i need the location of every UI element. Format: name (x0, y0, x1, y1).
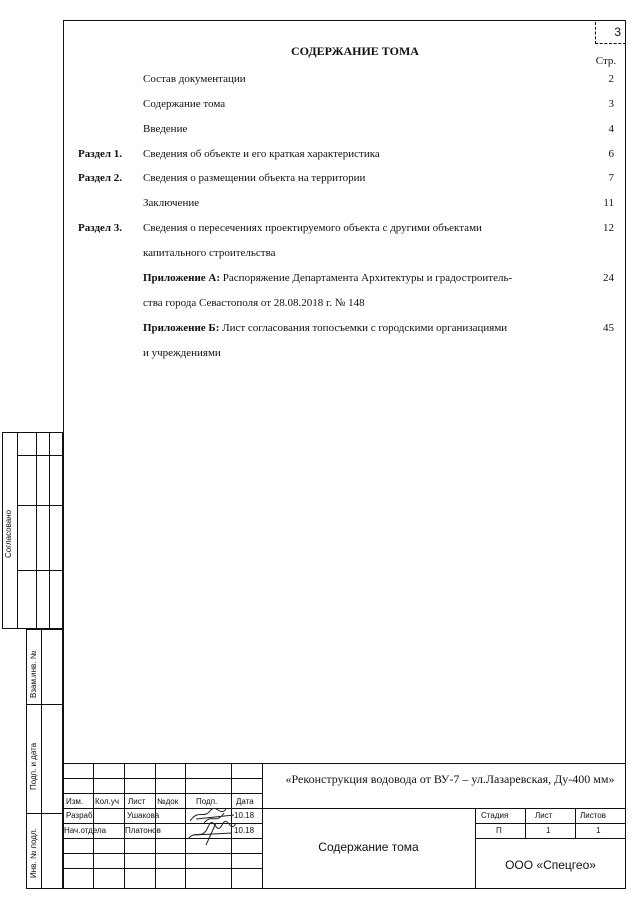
toc-item-text: Введение (143, 123, 188, 135)
sheet-label: Лист (535, 811, 553, 820)
page-title: СОДЕРЖАНИЕ ТОМА (291, 44, 419, 58)
toc-item-text: Состав документации (143, 73, 246, 85)
toc-item-section: Раздел 1. (78, 148, 123, 160)
toc-item-section: Раздел 3. (78, 222, 123, 234)
organization-name: ООО «Спецгео» (505, 858, 596, 872)
sheet-value: 1 (546, 826, 551, 835)
appendix-text: Распоряжение Департамента Архитектуры и градостроитель- (220, 272, 513, 284)
agreed-label: Согласовано (4, 509, 13, 558)
toc-item-page: 24 (603, 272, 614, 284)
toc-item-text: Заключение (143, 197, 200, 209)
toc-item-page: 2 (608, 73, 614, 85)
page-column-label: Стр. (595, 55, 617, 67)
inv-original-label: Инв. № подл. (29, 828, 38, 878)
toc-item-text: Содержание тома (143, 98, 226, 110)
toc-item-text-continued: и учреждениями (143, 347, 221, 359)
stage-value: П (496, 826, 502, 835)
toc-item-text: Сведения о размещении объекта на территории (143, 172, 366, 184)
header-date: Дата (236, 797, 254, 806)
toc-item-page: 6 (608, 148, 614, 160)
sheets-value: 1 (596, 826, 601, 835)
header-qty: Кол.уч (95, 797, 119, 806)
toc-item-page: 4 (608, 123, 614, 135)
toc-item-section: Раздел 2. (78, 172, 123, 184)
toc-item-page: 12 (603, 222, 614, 234)
toc-item-page: 3 (608, 98, 614, 110)
toc-item-text: Сведения о пересечениях проектируемого объекта с другими объектами (143, 222, 482, 234)
toc-item-page: 11 (603, 197, 614, 209)
name-head: Платонов (125, 826, 161, 835)
date-developer: 10.18 (234, 811, 255, 820)
toc-item-page: 45 (603, 322, 614, 334)
header-sheet: Лист (128, 797, 146, 806)
role-head: Нач.отдела (64, 826, 107, 835)
toc-item-text-continued: капитального строительства (143, 247, 276, 259)
toc-item-text: Сведения об объекте и его краткая характеристика (143, 148, 380, 160)
toc-item-text-continued: ства города Севастополя от 28.08.2018 г. № 148 (143, 297, 365, 309)
appendix-label: Приложение А: (143, 272, 221, 284)
date-head: 10.18 (234, 826, 255, 835)
stage-label: Стадия (481, 811, 509, 820)
appendix-text: Лист согласования топосъемки с городскими организациями (219, 322, 508, 334)
header-change: Изм. (66, 797, 84, 806)
header-sign: Подп. (196, 797, 218, 806)
sheets-label: Листов (580, 811, 606, 820)
toc-item-text (143, 271, 583, 285)
toc-item-page: 7 (608, 172, 614, 184)
appendix-label: Приложение Б: (143, 322, 220, 334)
toc-item-text (143, 321, 583, 335)
role-developer: Разраб. (66, 811, 95, 820)
inv-replace-label: Взам.инв. № (29, 650, 38, 698)
project-title: «Реконструкция водовода от ВУ-7 – ул.Лазаревская, Ду-400 мм» (285, 772, 615, 786)
header-doc: №док (157, 797, 179, 806)
signatures (186, 805, 241, 847)
name-developer: Ушакова (127, 811, 160, 820)
document-title: Содержание тома (318, 840, 419, 854)
sheet-number: 3 (595, 22, 626, 44)
sign-date-label: Подп. и дата (29, 742, 38, 790)
